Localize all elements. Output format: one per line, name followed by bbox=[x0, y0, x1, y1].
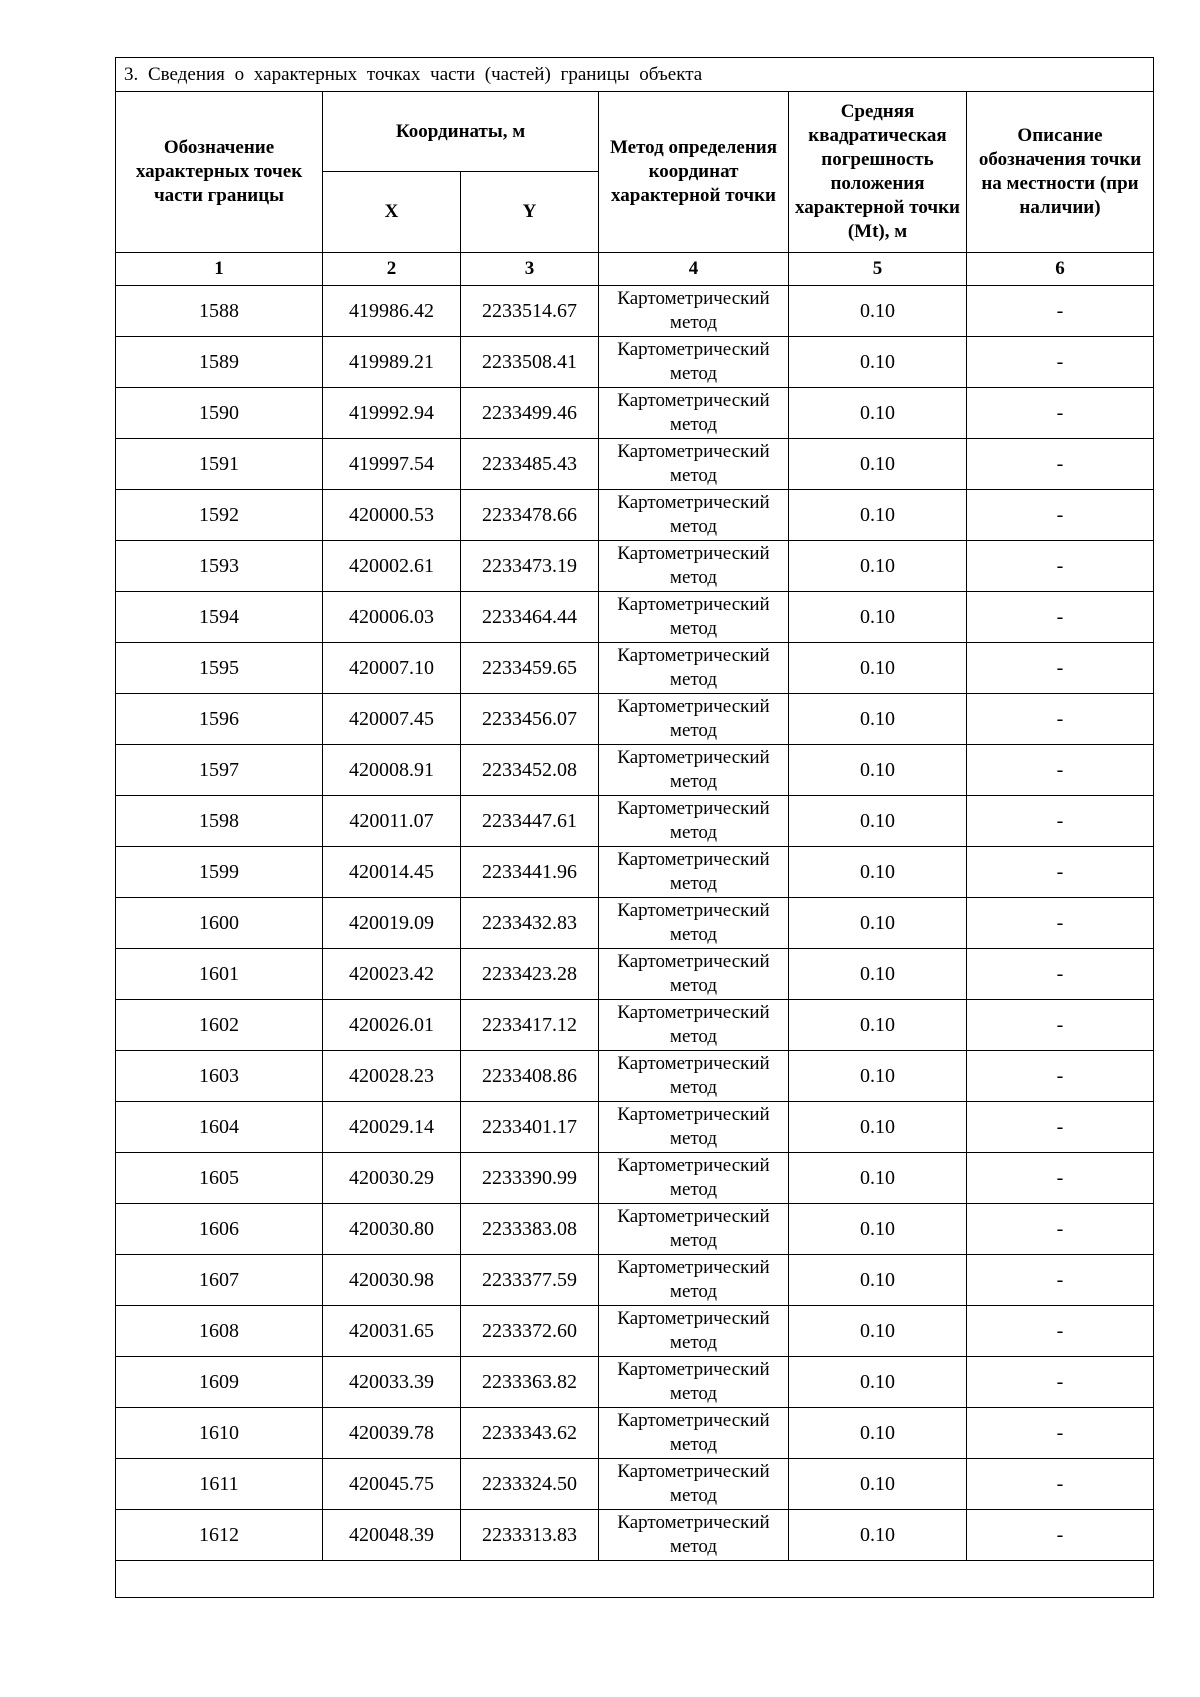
mt-cell: 0.10 bbox=[789, 1306, 967, 1357]
method-line-1: Картометрический bbox=[617, 849, 770, 870]
point-cell: 1602 bbox=[116, 1000, 323, 1051]
table-row bbox=[116, 1357, 1154, 1408]
method-line-1: Картометрический bbox=[617, 1002, 770, 1023]
point-cell: 1611 bbox=[116, 1459, 323, 1510]
x-cell: 420029.14 bbox=[323, 1102, 461, 1153]
method-cell bbox=[599, 1459, 789, 1510]
description-cell: - bbox=[967, 1204, 1154, 1255]
method-line-1: Картометрический bbox=[617, 696, 770, 717]
table-row bbox=[116, 898, 1154, 949]
column-numbers-row bbox=[116, 253, 1154, 286]
mt-cell: 0.10 bbox=[789, 541, 967, 592]
description-cell: - bbox=[967, 643, 1154, 694]
method-cell bbox=[599, 1306, 789, 1357]
mt-cell: 0.10 bbox=[789, 1204, 967, 1255]
x-cell: 419992.94 bbox=[323, 388, 461, 439]
description-cell: - bbox=[967, 1306, 1154, 1357]
table-row bbox=[116, 541, 1154, 592]
description-cell: - bbox=[967, 1408, 1154, 1459]
method-cell bbox=[599, 1102, 789, 1153]
y-cell: 2233447.61 bbox=[461, 796, 599, 847]
y-cell: 2233441.96 bbox=[461, 847, 599, 898]
method-line-2: метод bbox=[669, 1485, 718, 1506]
header-description: Описание обозначения точки на местности (при наличии) bbox=[967, 92, 1154, 253]
method-cell bbox=[599, 796, 789, 847]
point-cell: 1592 bbox=[116, 490, 323, 541]
x-cell: 420031.65 bbox=[323, 1306, 461, 1357]
column-number: 3 bbox=[461, 253, 599, 286]
method-line-2: метод bbox=[669, 312, 718, 333]
y-cell: 2233363.82 bbox=[461, 1357, 599, 1408]
method-line-2: метод bbox=[669, 1383, 718, 1404]
point-cell: 1589 bbox=[116, 337, 323, 388]
y-cell: 2233459.65 bbox=[461, 643, 599, 694]
x-cell: 420007.10 bbox=[323, 643, 461, 694]
mt-cell: 0.10 bbox=[789, 388, 967, 439]
y-cell: 2233499.46 bbox=[461, 388, 599, 439]
description-cell: - bbox=[967, 898, 1154, 949]
method-line-2: метод bbox=[669, 516, 718, 537]
method-cell bbox=[599, 541, 789, 592]
point-cell: 1612 bbox=[116, 1510, 323, 1561]
y-cell: 2233390.99 bbox=[461, 1153, 599, 1204]
x-cell: 419989.21 bbox=[323, 337, 461, 388]
description-cell: - bbox=[967, 1357, 1154, 1408]
method-line-1: Картометрический bbox=[617, 1053, 770, 1074]
mt-cell: 0.10 bbox=[789, 490, 967, 541]
table-row bbox=[116, 439, 1154, 490]
y-cell: 2233514.67 bbox=[461, 286, 599, 337]
point-cell: 1605 bbox=[116, 1153, 323, 1204]
method-line-1: Картометрический bbox=[617, 390, 770, 411]
table-row bbox=[116, 694, 1154, 745]
method-line-2: метод bbox=[669, 465, 718, 486]
method-line-2: метод bbox=[669, 720, 718, 741]
mt-cell: 0.10 bbox=[789, 1459, 967, 1510]
description-cell: - bbox=[967, 1000, 1154, 1051]
method-line-2: метод bbox=[669, 414, 718, 435]
method-line-2: метод bbox=[669, 1230, 718, 1251]
description-cell: - bbox=[967, 1051, 1154, 1102]
y-cell: 2233485.43 bbox=[461, 439, 599, 490]
mt-cell: 0.10 bbox=[789, 745, 967, 796]
method-cell bbox=[599, 490, 789, 541]
y-cell: 2233478.66 bbox=[461, 490, 599, 541]
method-line-1: Картометрический bbox=[617, 492, 770, 513]
mt-cell: 0.10 bbox=[789, 337, 967, 388]
method-line-2: метод bbox=[669, 822, 718, 843]
x-cell: 420033.39 bbox=[323, 1357, 461, 1408]
method-cell bbox=[599, 286, 789, 337]
table-row bbox=[116, 949, 1154, 1000]
table-row bbox=[116, 643, 1154, 694]
y-cell: 2233508.41 bbox=[461, 337, 599, 388]
description-cell: - bbox=[967, 847, 1154, 898]
point-cell: 1610 bbox=[116, 1408, 323, 1459]
x-cell: 420026.01 bbox=[323, 1000, 461, 1051]
mt-cell: 0.10 bbox=[789, 286, 967, 337]
mt-cell: 0.10 bbox=[789, 1102, 967, 1153]
method-line-1: Картометрический bbox=[617, 1308, 770, 1329]
y-cell: 2233343.62 bbox=[461, 1408, 599, 1459]
empty-cell bbox=[116, 1561, 1154, 1598]
mt-cell: 0.10 bbox=[789, 1408, 967, 1459]
method-cell bbox=[599, 1408, 789, 1459]
description-cell: - bbox=[967, 337, 1154, 388]
x-cell: 420000.53 bbox=[323, 490, 461, 541]
method-line-1: Картометрический bbox=[617, 1257, 770, 1278]
y-cell: 2233417.12 bbox=[461, 1000, 599, 1051]
x-cell: 419986.42 bbox=[323, 286, 461, 337]
header-method: Метод определения координат характерной точки bbox=[599, 92, 789, 253]
table-row bbox=[116, 847, 1154, 898]
point-cell: 1594 bbox=[116, 592, 323, 643]
y-cell: 2233313.83 bbox=[461, 1510, 599, 1561]
table-row bbox=[116, 388, 1154, 439]
method-line-1: Картометрический bbox=[617, 339, 770, 360]
y-cell: 2233456.07 bbox=[461, 694, 599, 745]
header-mean-error: Средняя квадратическая погрешность положения характерной точки (Mt), м bbox=[789, 92, 967, 253]
method-line-2: метод bbox=[669, 1332, 718, 1353]
method-cell bbox=[599, 1255, 789, 1306]
table-row bbox=[116, 490, 1154, 541]
x-cell: 419997.54 bbox=[323, 439, 461, 490]
point-cell: 1606 bbox=[116, 1204, 323, 1255]
column-number: 1 bbox=[116, 253, 323, 286]
method-line-2: метод bbox=[669, 1434, 718, 1455]
point-cell: 1596 bbox=[116, 694, 323, 745]
method-line-1: Картометрический bbox=[617, 645, 770, 666]
method-line-2: метод bbox=[669, 924, 718, 945]
column-number: 4 bbox=[599, 253, 789, 286]
method-line-1: Картометрический bbox=[617, 798, 770, 819]
description-cell: - bbox=[967, 1510, 1154, 1561]
method-line-2: метод bbox=[669, 873, 718, 894]
method-line-2: метод bbox=[669, 1077, 718, 1098]
y-cell: 2233423.28 bbox=[461, 949, 599, 1000]
table-row bbox=[116, 592, 1154, 643]
table-row bbox=[116, 1408, 1154, 1459]
description-cell: - bbox=[967, 1102, 1154, 1153]
method-line-1: Картометрический bbox=[617, 1206, 770, 1227]
table-row bbox=[116, 1459, 1154, 1510]
method-line-2: метод bbox=[669, 669, 718, 690]
method-cell bbox=[599, 745, 789, 796]
method-cell bbox=[599, 1510, 789, 1561]
table-row bbox=[116, 1510, 1154, 1561]
description-cell: - bbox=[967, 1153, 1154, 1204]
y-cell: 2233372.60 bbox=[461, 1306, 599, 1357]
x-cell: 420008.91 bbox=[323, 745, 461, 796]
section-title-text: 3. Сведения о характерных точках части (частей) границы объекта bbox=[124, 63, 703, 85]
description-cell: - bbox=[967, 439, 1154, 490]
x-cell: 420002.61 bbox=[323, 541, 461, 592]
table-row bbox=[116, 1204, 1154, 1255]
method-line-2: метод bbox=[669, 567, 718, 588]
description-cell: - bbox=[967, 1459, 1154, 1510]
x-cell: 420014.45 bbox=[323, 847, 461, 898]
method-cell bbox=[599, 643, 789, 694]
boundary-points-table bbox=[115, 57, 1154, 1598]
point-cell: 1590 bbox=[116, 388, 323, 439]
method-cell bbox=[599, 388, 789, 439]
y-cell: 2233432.83 bbox=[461, 898, 599, 949]
section-title bbox=[116, 58, 1154, 92]
point-cell: 1599 bbox=[116, 847, 323, 898]
y-cell: 2233452.08 bbox=[461, 745, 599, 796]
method-line-2: метод bbox=[669, 1281, 718, 1302]
method-line-2: метод bbox=[669, 771, 718, 792]
table-row bbox=[116, 1051, 1154, 1102]
mt-cell: 0.10 bbox=[789, 592, 967, 643]
table-row bbox=[116, 337, 1154, 388]
point-cell: 1601 bbox=[116, 949, 323, 1000]
mt-cell: 0.10 bbox=[789, 949, 967, 1000]
x-cell: 420011.07 bbox=[323, 796, 461, 847]
y-cell: 2233473.19 bbox=[461, 541, 599, 592]
point-cell: 1604 bbox=[116, 1102, 323, 1153]
point-cell: 1591 bbox=[116, 439, 323, 490]
table-row bbox=[116, 796, 1154, 847]
mt-cell: 0.10 bbox=[789, 643, 967, 694]
table-body bbox=[116, 286, 1154, 1561]
method-line-2: метод bbox=[669, 1536, 718, 1557]
method-cell bbox=[599, 592, 789, 643]
method-line-2: метод bbox=[669, 1128, 718, 1149]
empty-row bbox=[116, 1561, 1154, 1598]
column-number: 2 bbox=[323, 253, 461, 286]
column-number: 6 bbox=[967, 253, 1154, 286]
point-cell: 1588 bbox=[116, 286, 323, 337]
method-cell bbox=[599, 1153, 789, 1204]
method-cell bbox=[599, 1000, 789, 1051]
description-cell: - bbox=[967, 949, 1154, 1000]
method-line-1: Картометрический bbox=[617, 1155, 770, 1176]
table-row bbox=[116, 745, 1154, 796]
y-cell: 2233324.50 bbox=[461, 1459, 599, 1510]
description-cell: - bbox=[967, 592, 1154, 643]
mt-cell: 0.10 bbox=[789, 1000, 967, 1051]
method-line-1: Картометрический bbox=[617, 288, 770, 309]
method-line-2: метод bbox=[669, 975, 718, 996]
method-line-1: Картометрический bbox=[617, 1359, 770, 1380]
mt-cell: 0.10 bbox=[789, 898, 967, 949]
method-line-2: метод bbox=[669, 363, 718, 384]
x-cell: 420006.03 bbox=[323, 592, 461, 643]
method-line-1: Картометрический bbox=[617, 900, 770, 921]
method-cell bbox=[599, 694, 789, 745]
method-line-2: метод bbox=[669, 1026, 718, 1047]
method-line-1: Картометрический bbox=[617, 951, 770, 972]
method-cell bbox=[599, 898, 789, 949]
description-cell: - bbox=[967, 1255, 1154, 1306]
mt-cell: 0.10 bbox=[789, 1153, 967, 1204]
y-cell: 2233464.44 bbox=[461, 592, 599, 643]
x-cell: 420048.39 bbox=[323, 1510, 461, 1561]
x-cell: 420030.98 bbox=[323, 1255, 461, 1306]
method-line-1: Картометрический bbox=[617, 1104, 770, 1125]
point-cell: 1593 bbox=[116, 541, 323, 592]
x-cell: 420019.09 bbox=[323, 898, 461, 949]
method-line-1: Картометрический bbox=[617, 747, 770, 768]
mt-cell: 0.10 bbox=[789, 439, 967, 490]
mt-cell: 0.10 bbox=[789, 1510, 967, 1561]
description-cell: - bbox=[967, 745, 1154, 796]
mt-cell: 0.10 bbox=[789, 847, 967, 898]
description-cell: - bbox=[967, 796, 1154, 847]
table-row bbox=[116, 1255, 1154, 1306]
header-x: X bbox=[323, 172, 461, 253]
method-cell bbox=[599, 1357, 789, 1408]
x-cell: 420007.45 bbox=[323, 694, 461, 745]
method-cell bbox=[599, 1051, 789, 1102]
point-cell: 1609 bbox=[116, 1357, 323, 1408]
table-row bbox=[116, 1102, 1154, 1153]
y-cell: 2233401.17 bbox=[461, 1102, 599, 1153]
method-cell bbox=[599, 847, 789, 898]
description-cell: - bbox=[967, 694, 1154, 745]
x-cell: 420030.80 bbox=[323, 1204, 461, 1255]
mt-cell: 0.10 bbox=[789, 1255, 967, 1306]
table-row bbox=[116, 1306, 1154, 1357]
method-cell bbox=[599, 949, 789, 1000]
point-cell: 1600 bbox=[116, 898, 323, 949]
table-row bbox=[116, 1000, 1154, 1051]
point-cell: 1598 bbox=[116, 796, 323, 847]
y-cell: 2233383.08 bbox=[461, 1204, 599, 1255]
description-cell: - bbox=[967, 541, 1154, 592]
description-cell: - bbox=[967, 388, 1154, 439]
mt-cell: 0.10 bbox=[789, 694, 967, 745]
method-line-1: Картометрический bbox=[617, 1410, 770, 1431]
description-cell: - bbox=[967, 490, 1154, 541]
x-cell: 420028.23 bbox=[323, 1051, 461, 1102]
method-line-1: Картометрический bbox=[617, 1461, 770, 1482]
x-cell: 420030.29 bbox=[323, 1153, 461, 1204]
mt-cell: 0.10 bbox=[789, 1051, 967, 1102]
point-cell: 1595 bbox=[116, 643, 323, 694]
mt-cell: 0.10 bbox=[789, 1357, 967, 1408]
method-line-2: метод bbox=[669, 1179, 718, 1200]
method-line-2: метод bbox=[669, 618, 718, 639]
method-cell bbox=[599, 439, 789, 490]
header-coordinates: Координаты, м bbox=[323, 92, 599, 172]
point-cell: 1597 bbox=[116, 745, 323, 796]
mt-cell: 0.10 bbox=[789, 796, 967, 847]
method-line-1: Картометрический bbox=[617, 543, 770, 564]
point-cell: 1608 bbox=[116, 1306, 323, 1357]
x-cell: 420039.78 bbox=[323, 1408, 461, 1459]
header-point-designation: Обозначение характерных точек части границы bbox=[116, 92, 323, 253]
x-cell: 420023.42 bbox=[323, 949, 461, 1000]
table-row bbox=[116, 286, 1154, 337]
x-cell: 420045.75 bbox=[323, 1459, 461, 1510]
point-cell: 1603 bbox=[116, 1051, 323, 1102]
y-cell: 2233408.86 bbox=[461, 1051, 599, 1102]
y-cell: 2233377.59 bbox=[461, 1255, 599, 1306]
column-number: 5 bbox=[789, 253, 967, 286]
method-line-1: Картометрический bbox=[617, 441, 770, 462]
point-cell: 1607 bbox=[116, 1255, 323, 1306]
table-row bbox=[116, 1153, 1154, 1204]
method-line-1: Картометрический bbox=[617, 1512, 770, 1533]
description-cell: - bbox=[967, 286, 1154, 337]
method-line-1: Картометрический bbox=[617, 594, 770, 615]
header-y: Y bbox=[461, 172, 599, 253]
method-cell bbox=[599, 337, 789, 388]
method-cell bbox=[599, 1204, 789, 1255]
